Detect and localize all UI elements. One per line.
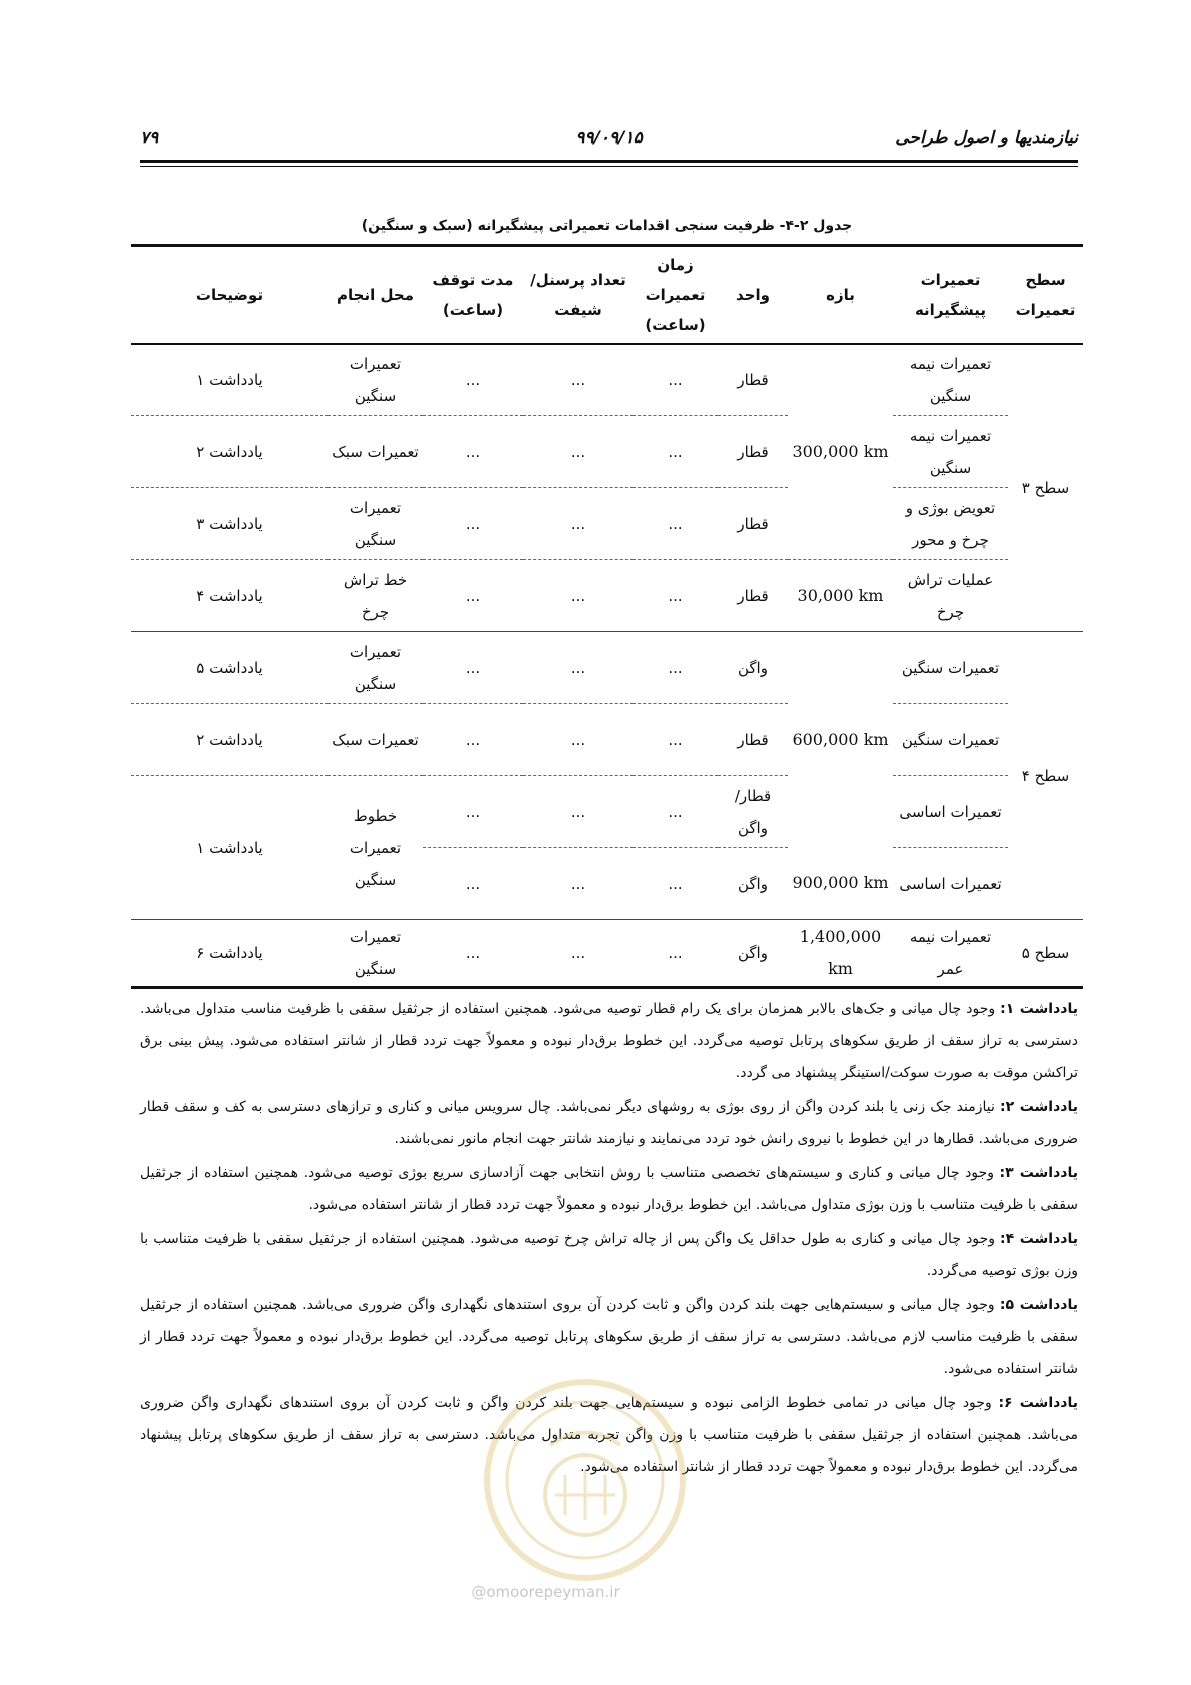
- cell-notes: یادداشت ۱: [131, 344, 328, 416]
- cell-unit: قطار: [718, 704, 788, 776]
- note-label: یادداشت ۲:: [999, 1099, 1078, 1115]
- cell-stop: ...: [423, 416, 523, 488]
- cell-place: خطوط تعمیرات سنگین: [328, 776, 423, 920]
- cell-unit: واگن: [718, 920, 788, 988]
- cell-time: ...: [633, 416, 718, 488]
- cell-time: ...: [633, 632, 718, 704]
- header-stop: مدت توقف (ساعت): [423, 246, 523, 344]
- header-title: نیازمندیها و اصول طراحی: [895, 128, 1078, 148]
- cell-repair: عملیات تراش چرخ: [893, 560, 1008, 632]
- cell-staff: ...: [523, 560, 633, 632]
- cell-unit: قطار: [718, 560, 788, 632]
- cell-staff: ...: [523, 704, 633, 776]
- cell-time: ...: [633, 848, 718, 920]
- header-rule-thin: [140, 166, 1078, 167]
- cell-notes: یادداشت ۴: [131, 560, 328, 632]
- table-row: [131, 344, 1083, 416]
- cell-stop: ...: [423, 560, 523, 632]
- note-paragraph: [140, 1157, 1078, 1221]
- cell-place: تعمیرات سنگین: [328, 344, 423, 416]
- cell-range: 300,000 km: [788, 344, 893, 560]
- cell-notes: یادداشت ۶: [131, 920, 328, 988]
- cell-stop: ...: [423, 632, 523, 704]
- cell-repair: تعمیرات سنگین: [893, 632, 1008, 704]
- note-label: یادداشت ۳:: [999, 1165, 1078, 1181]
- cell-stop: ...: [423, 848, 523, 920]
- cell-staff: ...: [523, 776, 633, 848]
- cell-staff: ...: [523, 920, 633, 988]
- cell-notes: یادداشت ۱: [131, 776, 328, 920]
- header-date: ۹۹/۰۹/۱۵: [575, 128, 643, 148]
- table-row: [131, 632, 1083, 704]
- table-row: [131, 488, 1083, 560]
- cell-time: ...: [633, 344, 718, 416]
- cell-place: تعمیرات سبک: [328, 704, 423, 776]
- header-time: زمان تعمیرات (ساعت): [633, 246, 718, 344]
- table-row: [131, 920, 1083, 988]
- header-rule: [140, 160, 1078, 163]
- cell-notes: یادداشت ۲: [131, 416, 328, 488]
- cell-place: تعمیرات سنگین: [328, 488, 423, 560]
- cell-range: 30,000 km: [788, 560, 893, 632]
- cell-time: ...: [633, 920, 718, 988]
- cell-stop: ...: [423, 704, 523, 776]
- watermark-seal-icon: [480, 1375, 690, 1585]
- note-text: وجود چال میانی و جک‌های بالابر همزمان برای یک رام قطار توصیه می‌شود. همچنین استفاده از جرثقیل سقفی با ظرفیت مناسب متداول می‌باشد. دسترسی به تراز سقف از طریق سکوهای پرتابل توصیه می‌گردد. این خطوط برق‌دار نبوده و معمولاً جهت تردد قطار از شانتر استفاده می‌شود. پیش بینی برق تراکشن موقت به صورت سوکت/استینگر پیشنهاد می گردد.: [140, 1001, 1078, 1081]
- table-caption: جدول ۲-۴- ظرفیت سنجی اقدامات تعمیراتی پیشگیرانه (سبک و سنگین): [361, 218, 853, 234]
- cell-level: سطح ۵: [1008, 920, 1083, 988]
- header-unit: واحد: [718, 246, 788, 344]
- header-repair: تعمیرات پیشگیرانه: [893, 246, 1008, 344]
- table-header-row: [131, 246, 1083, 344]
- cell-range: 600,000 km: [792, 729, 889, 749]
- note-text: وجود چال میانی در تمامی خطوط الزامی نبوده و سیستم‌هایی جهت بلند کردن واگن و ثابت کردن آن بروی استندهای نگهداری واگن ضروری می‌باشد. همچنین استفاده از جرثقیل سقفی با ظرفیت متناسب با وزن واگن تجربه متداول می‌باشد. دسترسی به تراز سقف از طریق سکوهای پرتابل پیشنهاد می‌گردد. این خطوط برق‌دار نبوده و معمولاً جهت تردد قطار از شانتر استفاده می‌شود.: [140, 1395, 1078, 1475]
- note-paragraph: [140, 993, 1078, 1089]
- cell-stop: ...: [423, 344, 523, 416]
- cell-notes: یادداشت ۳: [131, 488, 328, 560]
- cell-repair: تعمیرات نیمه سنگین: [893, 344, 1008, 416]
- cell-level: سطح ۳: [1008, 344, 1083, 632]
- cell-range: 1,400,000 km: [788, 920, 893, 988]
- cell-unit: واگن: [718, 848, 788, 920]
- header-notes: توضیحات: [131, 246, 328, 344]
- cell-unit: قطار: [718, 344, 788, 416]
- note-text: وجود چال میانی و سیستم‌هایی جهت بلند کردن واگن و ثابت کردن آن بروی استندهای نگهداری واگن ضروری می‌باشد. همچنین استفاده از جرثقیل سقفی با ظرفیت مناسب لازم می‌باشد. دسترسی به تراز سقف از طریق سکوهای پرتابل توصیه می‌گردد. این خطوط برق‌دار نبوده و معمولاً جهت تردد قطار از شانتر استفاده می‌شود.: [140, 1297, 1078, 1377]
- cell-stop: ...: [423, 776, 523, 848]
- cell-repair: تعمیرات نیمه عمر: [893, 920, 1008, 988]
- cell-place: تعمیرات سنگین: [328, 632, 423, 704]
- note-paragraph: [140, 1289, 1078, 1385]
- page-number: ۷۹: [140, 128, 159, 148]
- cell-staff: ...: [523, 848, 633, 920]
- table-row: [131, 704, 1083, 776]
- cell-repair: تعویض بوژی و چرخ و محور: [893, 488, 1008, 560]
- cell-place: خط تراش چرخ: [328, 560, 423, 632]
- maintenance-table: [131, 244, 1083, 989]
- cell-time: ...: [633, 776, 718, 848]
- cell-staff: ...: [523, 632, 633, 704]
- cell-repair: تعمیرات اساسی: [893, 776, 1008, 848]
- cell-place: تعمیرات سنگین: [328, 920, 423, 988]
- cell-staff: ...: [523, 416, 633, 488]
- cell-stop: ...: [423, 920, 523, 988]
- note-label: یادداشت ۴:: [1000, 1231, 1078, 1247]
- note-label: یادداشت ۱:: [1000, 1001, 1078, 1017]
- cell-stop: ...: [423, 488, 523, 560]
- cell-unit: قطار: [718, 416, 788, 488]
- table-row: [131, 560, 1083, 632]
- cell-unit: قطار: [718, 488, 788, 560]
- table-row: [131, 776, 1083, 848]
- cell-unit: واگن: [718, 632, 788, 704]
- cell-place: تعمیرات سبک: [328, 416, 423, 488]
- cell-range: 900,000 km: [788, 848, 893, 920]
- table-row: [131, 416, 1083, 488]
- note-paragraph: [140, 1223, 1078, 1287]
- cell-repair: تعمیرات سنگین: [893, 704, 1008, 776]
- header-place: محل انجام: [328, 246, 423, 344]
- cell-time: ...: [633, 704, 718, 776]
- cell-level: سطح ۴: [1008, 632, 1083, 920]
- cell-time: ...: [633, 488, 718, 560]
- cell-time: ...: [633, 560, 718, 632]
- note-label: یادداشت ۵:: [999, 1297, 1078, 1313]
- header-range: بازه: [788, 246, 893, 344]
- note-text: وجود چال میانی و کناری و سیستم‌های تخصصی متناسب با روش انتخابی جهت آزادسازی سریع بوژی توصیه می‌شود. همچنین استفاده از جرثقیل سقفی با ظرفیت متناسب با وزن بوژی متداول می‌باشد. این خطوط برق‌دار نبوده و معمولاً جهت تردد قطار از شانتر استفاده می‌شود.: [140, 1165, 1078, 1213]
- note-text: وجود چال میانی و کناری به طول حداقل یک واگن پس از چاله تراش چرخ توصیه می‌شود. همچنین استفاده از جرثقیل سقفی با ظرفیت متناسب با وزن بوژی توصیه می‌گردد.: [140, 1231, 1078, 1279]
- note-text: نیازمند جک زنی یا بلند کردن واگن از روی بوژی به روشهای دیگر نمی‌باشد. چال سرویس میانی و کناری و ترازهای دسترسی به کف و سقف قطار ضروری می‌باشد. قطارها در این خطوط با نیروی رانش خود تردد می‌نمایند و نیازمند شانتر جهت انجام مانور نمی‌باشند.: [140, 1099, 1078, 1147]
- cell-staff: ...: [523, 344, 633, 416]
- cell-notes: یادداشت ۵: [131, 632, 328, 704]
- cell-staff: ...: [523, 488, 633, 560]
- note-label: یادداشت ۶:: [998, 1395, 1078, 1411]
- cell-repair: تعمیرات نیمه سنگین: [893, 416, 1008, 488]
- page-header: [140, 128, 1078, 162]
- note-paragraph: [140, 1091, 1078, 1155]
- header-level: سطح تعمیرات: [1008, 246, 1083, 344]
- cell-unit: قطار/ واگن: [718, 776, 788, 848]
- watermark-text: @omoorepeyman.ir: [471, 1583, 620, 1601]
- header-staff: تعداد پرسنل/شیفت: [523, 246, 633, 344]
- cell-notes: یادداشت ۲: [131, 704, 328, 776]
- cell-repair: تعمیرات اساسی: [893, 848, 1008, 920]
